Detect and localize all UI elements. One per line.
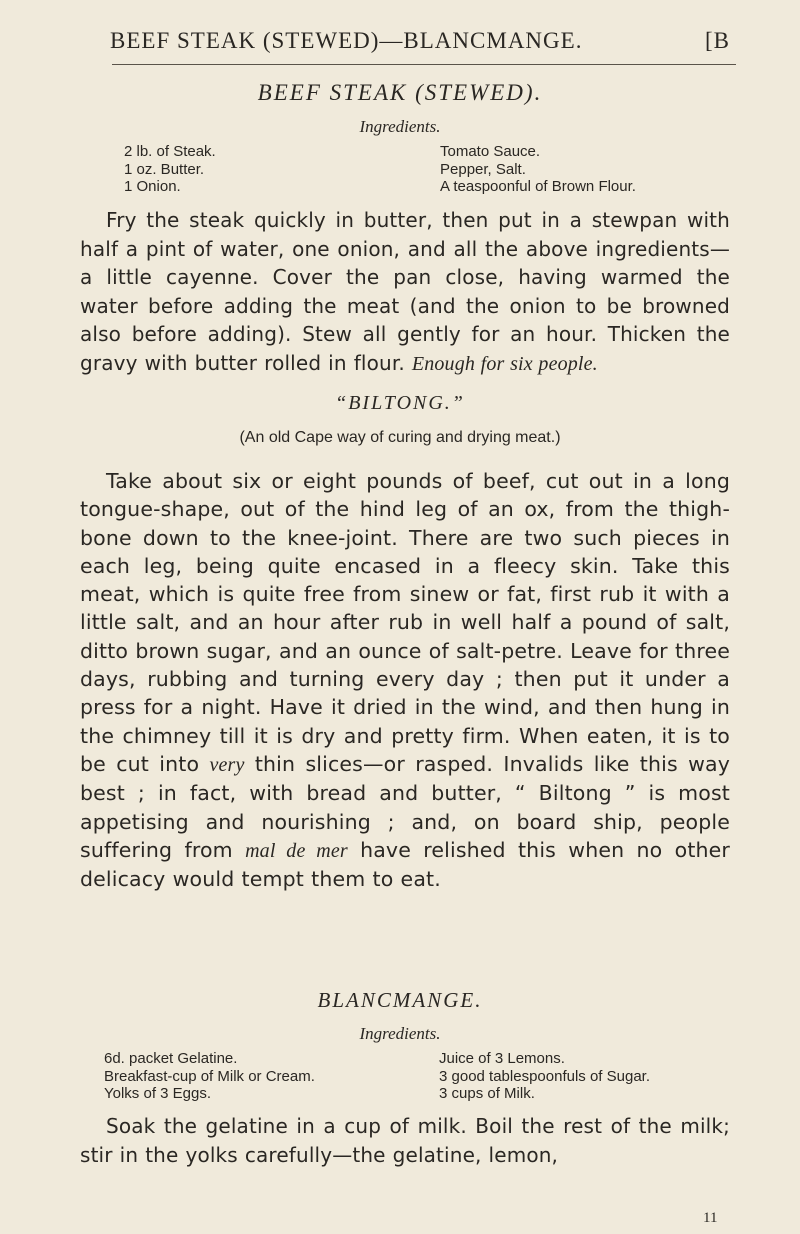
serves-note: Enough for six people. xyxy=(411,352,598,375)
ingredient-item: 2 lb. of Steak. xyxy=(124,143,216,160)
header-rule xyxy=(112,64,736,65)
ingredients-left-column xyxy=(104,1050,315,1103)
ingredient-item: Pepper, Salt. xyxy=(440,160,526,178)
method-paragraph xyxy=(80,1112,730,1169)
ingredient-item: Juice of 3 Lemons. xyxy=(439,1050,565,1067)
running-header xyxy=(110,28,730,54)
ingredient-item: Breakfast-cup of Milk or Cream. xyxy=(104,1067,315,1085)
running-title: BEEF STEAK (STEWED)—BLANCMANGE. xyxy=(110,28,583,53)
header-bracket: [B xyxy=(705,28,730,53)
ingredient-item: 3 cups of Milk. xyxy=(439,1085,535,1102)
method-text: have relished this when no other delicacy would tempt them to eat. xyxy=(80,837,730,892)
ingredient-item: 1 oz. Butter. xyxy=(124,160,205,178)
method-paragraph xyxy=(80,206,730,378)
ingredient-item: 6d. packet Gelatine. xyxy=(104,1050,238,1067)
method-text: Soak the gelatine in a cup of milk. Boil the rest of the milk; stir in the yolks carefully—the gelatine, lemon, xyxy=(80,1114,730,1167)
method-paragraph xyxy=(80,467,730,893)
page-number: 11 xyxy=(703,1210,718,1226)
recipe-title-biltong: “BILTONG.” xyxy=(335,392,465,414)
ingredients-right-column xyxy=(439,1050,650,1103)
ingredients-right-column xyxy=(440,143,636,196)
recipe-title-beef-steak: BEEF STEAK (STEWED). xyxy=(257,80,543,105)
emphasis-very: very xyxy=(209,753,245,776)
ingredient-item: 1 Onion. xyxy=(124,178,181,195)
ingredient-item: Yolks of 3 Eggs. xyxy=(104,1085,212,1102)
ingredients-heading: Ingredients. xyxy=(359,1024,441,1043)
recipe-subtitle: (An old Cape way of curing and drying meat.) xyxy=(239,429,561,446)
recipe-title-blancmange: BLANCMANGE. xyxy=(317,988,483,1012)
ingredients-heading: Ingredients. xyxy=(359,117,441,136)
ingredient-item: A teaspoonful of Brown Flour. xyxy=(440,178,636,195)
ingredient-item: Tomato Sauce. xyxy=(440,143,541,160)
ingredient-item: 3 good tablespoonfuls of Sugar. xyxy=(439,1067,650,1085)
method-text: Fry the steak quickly in butter, then put in a stewpan with half a pint of water, one onion, and all the above ingredients—a little cayenne. Cover the pan close, having warmed the water before adding the meat (and the onion to be browned also before adding). Stew all gently for an hour. Thicken the gravy with butter rolled in flour. xyxy=(80,208,730,375)
emphasis-mal-de-mer: mal de mer xyxy=(245,839,348,862)
ingredients-left-column xyxy=(124,143,216,196)
method-text: Take about six or eight pounds of beef, cut out in a long tongue-shape, out of the hind leg of an ox, from the thigh-bone down to the knee-joint. There are two such pieces in each leg, being quite encased in a fleecy skin. Take this meat, which is quite free from sinew or fat, first rub it with a little salt, and an hour after rub in well half a pound of salt, ditto brown sugar, and an ounce of salt-petre. Leave for three days, rubbing and turning every day ; then put it under a press for a night. Have it dried in the wind, and then hung in the chimney till it is dry and pretty firm. When eaten, it is to be cut into xyxy=(80,469,730,776)
method-text: thin slices—or rasped. Invalids like this way best ; in fact, with bread and butter, “ Biltong ” is most appetising and nourishing ; and, on board ship, people suffering from xyxy=(80,751,730,862)
